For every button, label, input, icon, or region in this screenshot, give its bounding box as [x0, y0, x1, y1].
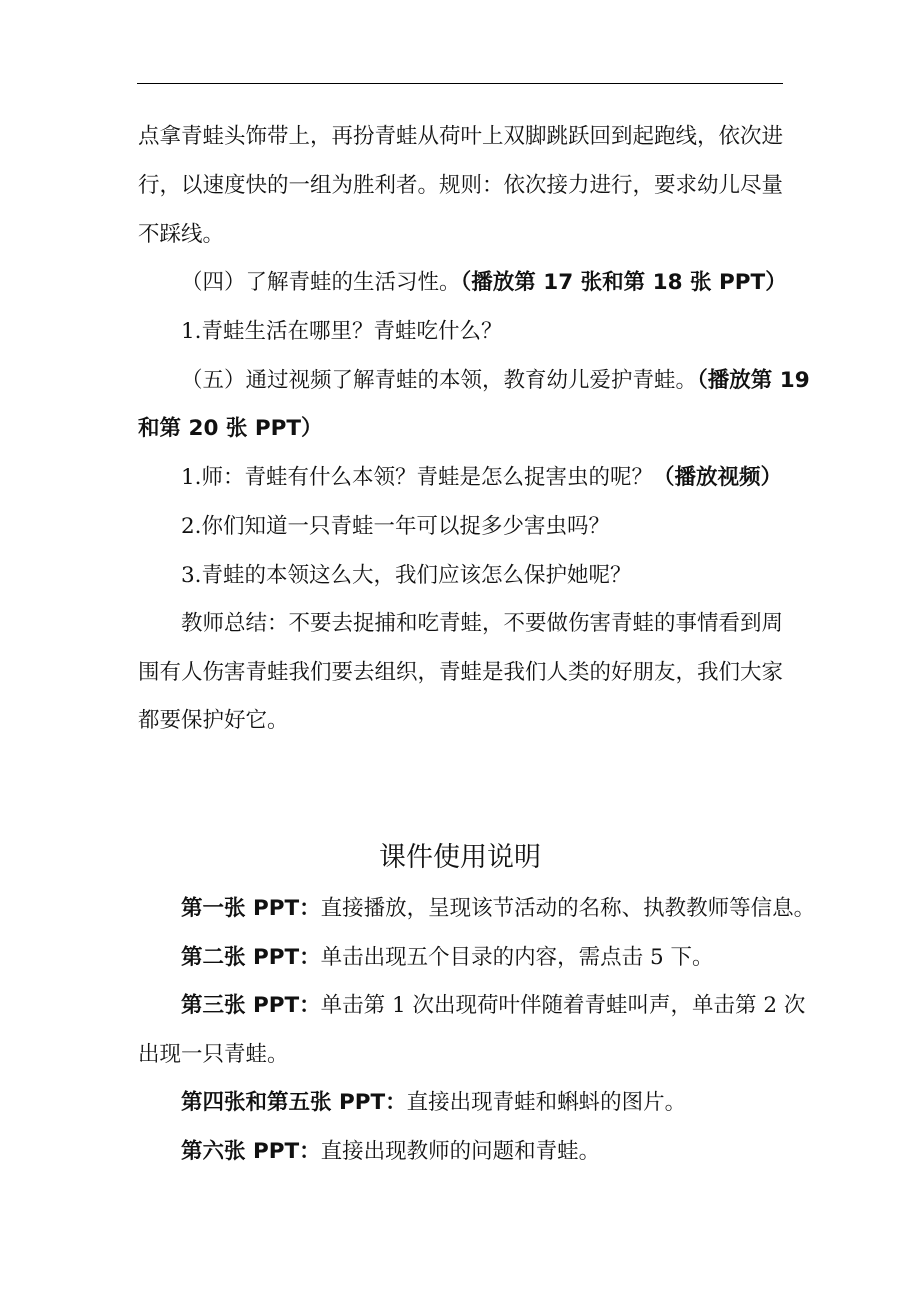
text-line: 行，以速度快的一组为胜利者。规则：依次接力进行，要求幼儿尽量	[138, 173, 784, 198]
guide-item: 第一张 PPT：直接播放，呈现该节活动的名称、执教教师等信息。	[181, 896, 816, 921]
header-rule	[137, 83, 783, 84]
section-4-heading: （四）了解青蛙的生活习性。（播放第 17 张和第 18 张 PPT）	[181, 270, 787, 295]
section-5-heading: （五）通过视频了解青蛙的本领，教育幼儿爱护青蛙。（播放第 19	[181, 368, 810, 393]
guide-title: 课件使用说明	[379, 842, 541, 873]
summary-line: 教师总结：不要去捉捕和吃青蛙，不要做伤害青蛙的事情看到周	[181, 611, 784, 636]
guide-item: 第六张 PPT：直接出现教师的问题和青蛙。	[181, 1139, 601, 1164]
question-line: 3.青蛙的本领这么大，我们应该怎么保护她呢？	[181, 563, 632, 588]
guide-item: 第二张 PPT：单击出现五个目录的内容，需点击 5 下。	[181, 945, 714, 970]
summary-line: 围有人伤害青蛙我们要去组织，青蛙是我们人类的好朋友，我们大家	[138, 660, 784, 685]
text-line: 不踩线。	[138, 222, 225, 247]
guide-item: 第四张和第五张 PPT：直接出现青蛙和蝌蚪的图片。	[181, 1090, 687, 1115]
question-line: 1.青蛙生活在哪里？青蛙吃什么？	[181, 319, 503, 344]
question-line: 1.师：青蛙有什么本领？青蛙是怎么捉害虫的呢？（播放视频）	[181, 465, 783, 490]
guide-item: 第三张 PPT：单击第 1 次出现荷叶伴随着青蛙叫声，单击第 2 次	[181, 993, 806, 1018]
section-5-note: 和第 20 张 PPT）	[138, 416, 323, 441]
summary-line: 都要保护好它。	[138, 708, 289, 733]
guide-item-continued: 出现一只青蛙。	[138, 1042, 289, 1067]
text-line: 点拿青蛙头饰带上，再扮青蛙从荷叶上双脚跳跃回到起跑线，依次进	[138, 124, 784, 149]
question-line: 2.你们知道一只青蛙一年可以捉多少害虫吗？	[181, 514, 611, 539]
